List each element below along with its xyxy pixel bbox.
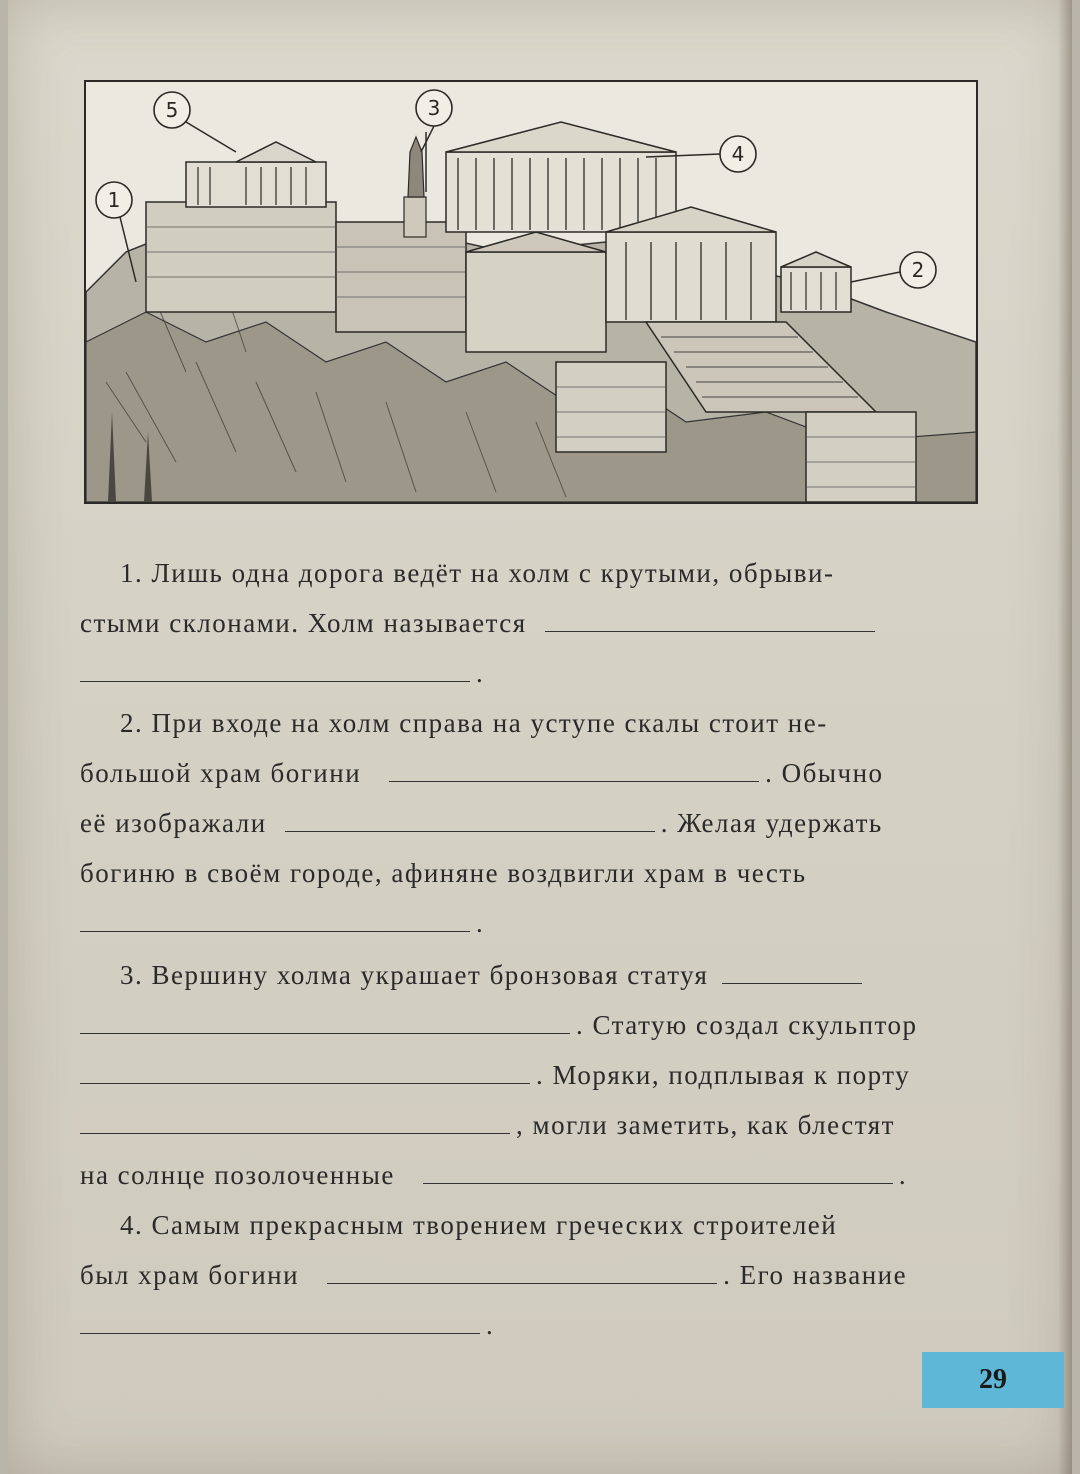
task-2-text-3a: её изображали bbox=[80, 808, 267, 838]
task-1 bbox=[80, 548, 1010, 698]
task-2-text-1: 2. При входе на холм справа на уступе скалы стоит не- bbox=[120, 708, 828, 738]
task-2-line-5 bbox=[80, 898, 1010, 948]
task-2-line-1 bbox=[80, 698, 1010, 748]
callout-2: 2 bbox=[911, 258, 925, 282]
task-4-line-2 bbox=[80, 1250, 1010, 1300]
task-4-text-1: 4. Самым прекрасным творением греческих строителей bbox=[120, 1210, 838, 1240]
task-4-text-2a: был храм богини bbox=[80, 1260, 300, 1290]
task-3-period: . bbox=[898, 1160, 908, 1190]
task-2-text-2b: . Обычно bbox=[765, 758, 884, 788]
workbook-page bbox=[8, 0, 1072, 1474]
task-2 bbox=[80, 698, 1010, 948]
task-1-text-2: стыми склонами. Холм называется bbox=[80, 608, 527, 638]
task-3-answer-blank-1[interactable] bbox=[722, 959, 862, 984]
task-3-text-4: , могли заметить, как блестят bbox=[516, 1110, 895, 1140]
callout-5: 5 bbox=[165, 98, 179, 122]
task-4-answer-blank-1[interactable] bbox=[327, 1259, 717, 1284]
task-3-line-5 bbox=[80, 1150, 1010, 1200]
task-3-text-1: 3. Вершину холма украшает бронзовая статуя bbox=[120, 960, 709, 990]
task-2-text-2a: большой храм богини bbox=[80, 758, 362, 788]
task-1-line-2 bbox=[80, 598, 1010, 648]
callout-4: 4 bbox=[731, 142, 745, 166]
task-3-line-3 bbox=[80, 1050, 1010, 1100]
task-2-answer-blank-1[interactable] bbox=[389, 757, 759, 782]
callout-1: 1 bbox=[107, 188, 121, 212]
task-1-line-3 bbox=[80, 648, 1010, 698]
task-2-period: . bbox=[476, 908, 485, 938]
task-2-text-4: богиню в своём городе, афиняне воздвигли храм в честь bbox=[80, 858, 807, 888]
task-2-answer-blank-2[interactable] bbox=[285, 807, 655, 832]
task-3-line-2 bbox=[80, 1000, 1010, 1050]
task-4 bbox=[80, 1200, 1010, 1350]
task-4-line-3 bbox=[80, 1300, 1010, 1350]
task-2-line-3 bbox=[80, 798, 1010, 848]
page-number: 29 bbox=[922, 1352, 1064, 1408]
task-3-text-3: . Моряки, подплывая к порту bbox=[536, 1060, 911, 1090]
task-2-text-3b: . Желая удержать bbox=[660, 808, 883, 838]
task-1-answer-blank-2[interactable] bbox=[80, 657, 470, 682]
task-1-period: . bbox=[476, 658, 485, 688]
task-2-line-2 bbox=[80, 748, 1010, 798]
task-3-answer-blank-3[interactable] bbox=[80, 1059, 530, 1084]
task-2-answer-blank-3[interactable] bbox=[80, 907, 470, 932]
task-3-line-1 bbox=[80, 950, 1010, 1000]
task-4-text-2b: . Его название bbox=[723, 1260, 908, 1290]
task-3-line-4 bbox=[80, 1100, 1010, 1150]
task-1-line-1 bbox=[80, 548, 1010, 598]
task-1-answer-blank-1[interactable] bbox=[545, 607, 875, 632]
callout-3: 3 bbox=[427, 96, 441, 120]
task-3-answer-blank-2[interactable] bbox=[80, 1009, 570, 1034]
task-4-line-1 bbox=[80, 1200, 1010, 1250]
task-3 bbox=[80, 950, 1010, 1200]
task-3-answer-blank-5[interactable] bbox=[423, 1159, 893, 1184]
task-3-answer-blank-4[interactable] bbox=[80, 1109, 510, 1134]
page-edge-shadow bbox=[1058, 0, 1072, 1474]
task-3-text-5: на солнце позолоченные bbox=[80, 1160, 395, 1190]
task-2-line-4 bbox=[80, 848, 1010, 898]
acropolis-drawing bbox=[86, 82, 976, 502]
task-3-text-2: . Статую создал скульптор bbox=[576, 1010, 918, 1040]
task-4-period: . bbox=[486, 1310, 495, 1340]
task-1-text-1: 1. Лишь одна дорога ведёт на холм с крутыми, обрыви- bbox=[120, 558, 835, 588]
task-4-answer-blank-2[interactable] bbox=[80, 1309, 480, 1334]
acropolis-illustration bbox=[84, 80, 978, 504]
